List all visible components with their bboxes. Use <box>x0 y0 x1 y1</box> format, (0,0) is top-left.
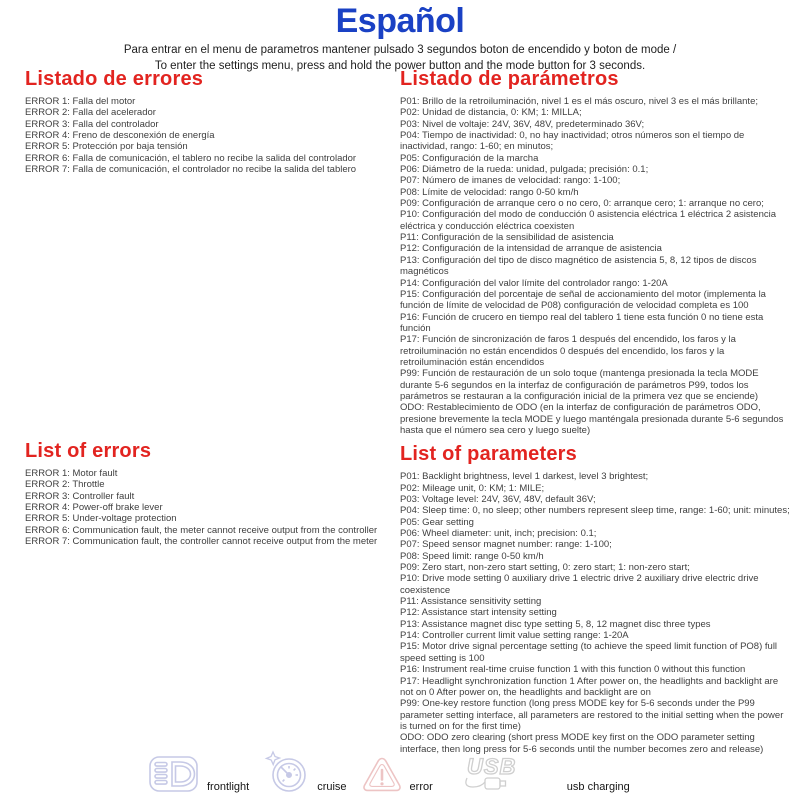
list-item: P15: Motor drive signal percentage setting (to achieve the speed limit function of PO8) full speed setting is 100 <box>400 641 778 664</box>
list-item: P17: Función de sincronización de faros 1 después del encendido, los faros y la retroiluminación no están encendidos 0 después del encendido, los faros y la retroiluminación están encendidos <box>400 334 736 368</box>
error-icon <box>361 755 403 795</box>
icon-label: error <box>409 781 433 793</box>
list-item: P99: One-key restore function (long press MODE key for 5-6 seconds under the P99 parameter setting interface, all parameters are restored to the initial setting when the power is turned on for the first time) <box>400 698 784 732</box>
list-item: P10: Drive mode setting 0 auxiliary drive 1 electric drive 2 auxiliary drive electric drive coexistence <box>400 573 759 596</box>
list-item: P04: Sleep time: 0, no sleep; other numbers represent sleep time, range: 1-60; unit: minutes; <box>400 505 790 517</box>
list-item: P12: Configuración de la intensidad de arranque de asistencia <box>400 243 662 255</box>
list-item: P05: Gear setting <box>400 516 474 528</box>
subtitle-line-es: Para entrar en el menu de parametros mantener pulsado 3 segundos boton de encendido y boton de mode / <box>123 44 677 56</box>
list-item: P13: Assistance magnet disc type setting 5, 8, 12 magnet disc three types <box>400 618 711 630</box>
list-item: ODO: Restablecimiento de ODO (en la interfaz de configuración de parámetros ODO, presione brevemente la tecla MODE y luego manténgala presionada durante 5-6 segundos hasta que el número sea cero y luego suelte) <box>400 402 784 436</box>
list-item: ERROR 1: Motor fault <box>25 468 118 479</box>
svg-text:USB: USB <box>466 754 517 779</box>
list-item: P03: Voltage level: 24V, 36V, 48V, default 36V; <box>400 494 596 505</box>
list-item: P13: Configuración del tipo de disco magnético de asistencia 5, 8, 12 tipos de discos magnéticos <box>400 254 757 278</box>
parameter-list-en <box>400 471 792 755</box>
legend-frontlight <box>148 753 249 795</box>
list-item: ERROR 7: Falla de comunicación, el controlador no recibe la salida del tablero <box>25 164 357 176</box>
list-item: P07: Speed sensor magnet number: range: 1-100; <box>400 539 612 551</box>
error-list-es <box>25 96 393 175</box>
list-item: P12: Assistance start intensity setting <box>400 607 557 619</box>
error-list-en <box>25 468 393 547</box>
list-item: P03: Nivel de voltaje: 24V, 36V, 48V, predeterminado 36V; <box>400 118 645 130</box>
list-item: P06: Wheel diameter: unit, inch; precision: 0.1; <box>400 528 597 540</box>
list-item: P14: Controller current limit value setting range: 1-20A <box>400 630 629 642</box>
list-item: ERROR 3: Controller fault <box>25 490 135 502</box>
section-list-of-parameters <box>400 443 792 755</box>
list-item: ODO: ODO zero clearing (short press MODE key first on the ODO parameter setting interface, then long press for 5-6 seconds until the number becomes zero and release) <box>400 732 764 755</box>
list-item: P04: Tiempo de inactividad: 0, no hay inactividad; otros números son el tiempo de inactividad, rango: 1-60; en minutos; <box>400 130 745 153</box>
list-item: P15: Configuración del porcentaje de señal de accionamiento del motor (implementa la función de límite de velocidad de P08) configuración de velocidad completa es 100 <box>400 288 766 312</box>
section-list-of-errors <box>25 440 393 547</box>
list-item: ERROR 1: Falla del motor <box>25 96 136 107</box>
list-item: ERROR 2: Throttle <box>25 479 105 491</box>
display-symbols-legend <box>148 748 644 795</box>
right-column <box>400 68 792 755</box>
list-item: P10: Configuración del modo de conducción 0 asistencia eléctrica 1 eléctrica 2 asistencia eléctrica y conducción eléctrica coexisten <box>400 209 776 232</box>
list-item: P01: Backlight brightness, level 1 darkest, level 3 brightest; <box>400 471 649 483</box>
legend-error <box>361 755 433 795</box>
frontlight-icon <box>148 753 200 795</box>
list-item: ERROR 3: Falla del controlador <box>25 118 159 130</box>
list-item: P14: Configuración del valor límite del controlador rango: 1-20A <box>400 277 668 289</box>
list-item: P09: Zero start, non-zero start setting, 0: zero start; 1: non-zero start; <box>400 562 690 574</box>
list-item: ERROR 2: Falla del acelerador <box>25 107 156 119</box>
parameter-list-es <box>400 96 792 436</box>
list-item: P06: Diámetro de la rueda: unidad, pulgada; precisión: 0.1; <box>400 164 649 176</box>
section-listado-de-errores <box>25 68 393 175</box>
list-item: P08: Speed limit: range 0-50 km/h <box>400 550 544 562</box>
list-item: ERROR 6: Communication fault, the meter cannot receive output from the controller <box>25 524 378 536</box>
list-item: ERROR 5: Protección por baja tensión <box>25 141 188 153</box>
list-item: ERROR 4: Power-off brake lever <box>25 502 163 514</box>
list-item: ERROR 7: Communication fault, the controller cannot receive output from the meter <box>25 536 378 548</box>
section-heading: List of parameters <box>400 443 577 466</box>
section-heading: Listado de parámetros <box>400 68 619 90</box>
cruise-icon <box>263 748 310 795</box>
list-item: P11: Assistance sensitivity setting <box>400 596 542 608</box>
list-item: P01: Brillo de la retroiluminación, nivel 1 es el más oscuro, nivel 3 es el más brillante; <box>400 96 758 107</box>
list-item: ERROR 6: Falla de comunicación, el tablero no recibe la salida del controlador <box>25 152 357 164</box>
list-item: ERROR 5: Under-voltage protection <box>25 513 177 525</box>
list-item: ERROR 4: Freno de desconexión de energía <box>25 130 215 142</box>
legend-usb-charging <box>461 751 630 795</box>
list-item: P08: Límite de velocidad: rango 0-50 km/h <box>400 186 579 198</box>
list-item: P09: Configuración de arranque cero o no cero, 0: arranque cero; 1: arranque no cero; <box>400 198 764 210</box>
legend-cruise <box>263 748 346 795</box>
page-title: Español <box>335 2 465 40</box>
section-listado-de-parametros <box>400 68 792 436</box>
list-item: P05: Configuración de la marcha <box>400 152 539 164</box>
list-item: P16: Función de crucero en tiempo real del tablero 1 tiene esta función 0 no tiene esta función <box>400 311 764 334</box>
list-item: P02: Unidad de distancia, 0: KM; 1: MILLA; <box>400 107 582 119</box>
list-item: P02: Mileage unit, 0: KM; 1: MILE; <box>400 482 545 494</box>
list-item: P17: Headlight synchronization function 1 After power on, the headlights and backlight are not on 0 After power on, the headlights and backlight are on <box>400 675 779 698</box>
section-heading: List of errors <box>25 440 152 462</box>
subtitle-line-en: To enter the settings menu, press and hold the power button and the mode button for 3 seconds. <box>154 60 646 72</box>
list-item: P07: Número de imanes de velocidad: rango: 1-100; <box>400 175 621 187</box>
list-item: P99: Función de restauración de un solo toque (mantenga presionada la tecla MODE durante 5-6 segundos en la interfaz de configuración de parámetros P99, todos los parámetros se restauran a la configuración inicial de la primera vez que se enciende) <box>400 368 759 402</box>
list-item: P16: Instrument real-time cruise function 1 with this function 0 without this function <box>400 664 746 676</box>
icon-label: frontlight <box>207 781 250 793</box>
icon-label: cruise <box>317 781 347 793</box>
list-item: P11: Configuración de la sensibilidad de asistencia <box>400 232 614 244</box>
icon-label: usb charging <box>566 781 630 793</box>
usb-charging-icon <box>461 751 527 795</box>
section-heading: Listado de errores <box>25 68 204 90</box>
